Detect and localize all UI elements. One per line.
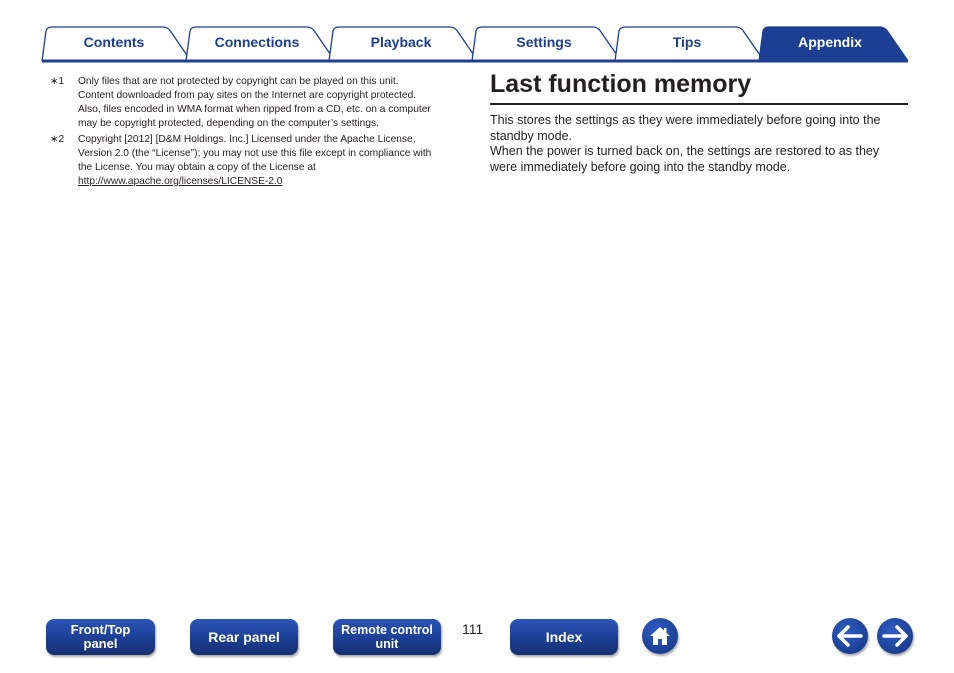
footnote-2 (50, 133, 470, 189)
section-body (490, 113, 908, 175)
tab-appendix[interactable]: Appendix (798, 34, 862, 50)
body-paragraph: When the power is turned back on, the settings are restored to as they were immediately before going into the standby mode. (490, 144, 880, 174)
tab-settings[interactable]: Settings (516, 34, 572, 50)
tab-tips[interactable]: Tips (672, 34, 702, 50)
footnote-line: Only files that are not protected by copyright can be played on this unit. (78, 76, 399, 87)
remote-control-unit-button[interactable] (333, 619, 441, 655)
page-number: 111 (462, 621, 484, 637)
footnote-line: Version 2.0 (the “License”); you may not use this file except in compliance with (78, 148, 432, 159)
button-label-line: Front/Top (70, 622, 131, 637)
tab-connections[interactable]: Connections (214, 34, 300, 50)
arrow-left-icon (837, 625, 863, 647)
home-icon (648, 624, 672, 648)
button-label: Rear panel (208, 629, 280, 645)
button-label: Index (545, 629, 583, 645)
button-label-line: panel (83, 636, 118, 651)
tab-shapes (0, 0, 954, 64)
tab-bar (0, 0, 954, 64)
tab-playback[interactable]: Playback (370, 34, 432, 50)
button-label-line: unit (375, 637, 399, 651)
rear-panel-button[interactable] (190, 619, 298, 655)
button-label-line: Remote control (341, 623, 433, 637)
forward-button[interactable] (877, 618, 913, 654)
footnote-1 (50, 75, 470, 131)
last-function-memory-section (490, 68, 908, 175)
title-divider (490, 103, 908, 105)
footnote-mark: ∗1 (50, 76, 65, 87)
home-button[interactable] (642, 618, 678, 654)
footnote-line: Also, files encoded in WMA format when ripped from a CD, etc. on a computer (78, 104, 431, 115)
license-link[interactable]: http://www.apache.org/licenses/LICENSE-2.0 (78, 176, 283, 187)
back-button[interactable] (832, 618, 868, 654)
footnote-mark: ∗2 (50, 134, 65, 145)
footnote-line: the License. You may obtain a copy of the License at (78, 162, 316, 173)
body-paragraph: This stores the settings as they were immediately before going into the standby mode. (490, 113, 881, 143)
index-button[interactable] (510, 619, 618, 655)
footnote-line: may be copyright protected, depending on the computer’s settings. (78, 118, 379, 129)
front-top-panel-button[interactable] (46, 619, 155, 655)
footnotes (50, 75, 470, 191)
footnote-line: Content downloaded from pay sites on the Internet are copyright protected. (78, 90, 417, 101)
arrow-right-icon (882, 625, 908, 647)
page-title: Last function memory (490, 70, 752, 98)
tab-contents[interactable]: Contents (83, 34, 145, 50)
footnote-line: Copyright [2012] [D&M Holdings. Inc.] Licensed under the Apache License, (78, 134, 416, 145)
